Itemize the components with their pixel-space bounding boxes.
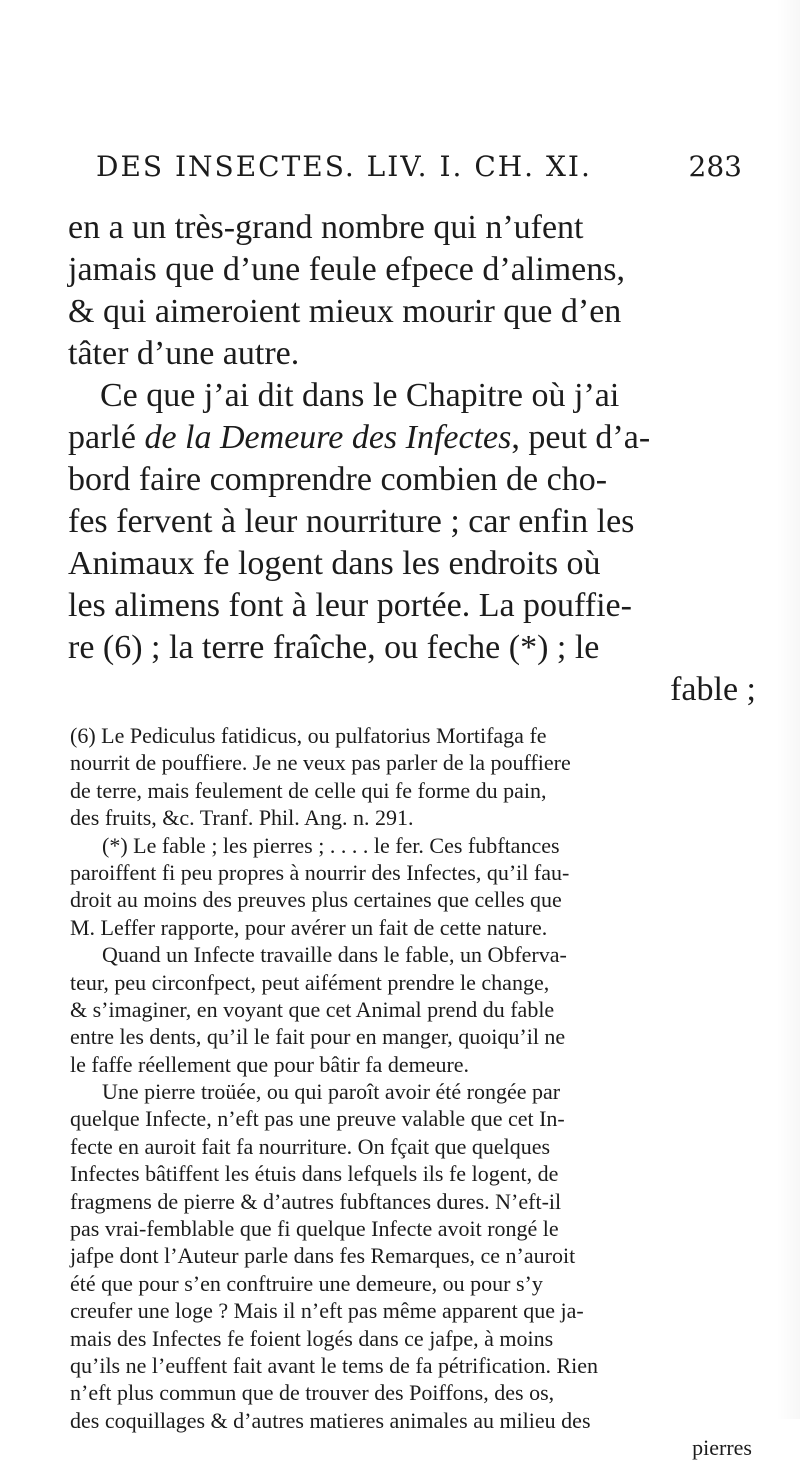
italic-title: de la Demeure des Infectes: [144, 419, 512, 456]
footnote-line: teur, peu circonfpect, peut aifément prendre le change,: [70, 969, 550, 995]
footnote-line: quelque Infecte, n’eft pas une preuve valable que cet In-: [70, 1106, 565, 1132]
body-line: re (6) ; la terre fraîche, ou feche (*) ; le: [68, 629, 600, 666]
page-number: 283: [688, 150, 742, 183]
footnote-line: entre les dents, qu’il le fait pour en manger, quoiqu’il ne: [70, 1024, 566, 1050]
footnote-line: mais des Infectes fe foient logés dans ce jafpe, à moins: [70, 1325, 554, 1351]
footnote-line: Quand un Infecte travaille dans le fable, un Obferva-: [102, 942, 567, 968]
footnote-line: Une pierre troüée, ou qui paroît avoir été rongée par: [102, 1079, 561, 1105]
footnote-line: paroiffent fi peu propres à nourrir des Infectes, qu’il fau-: [70, 859, 570, 885]
page-header: [96, 150, 742, 194]
footnote-line: M. Leffer rapporte, pour avérer un fait de cette nature.: [70, 914, 548, 940]
footnote-line: qu’ils ne l’euffent fait avant le tems de fa pétrification. Rien: [70, 1352, 599, 1378]
footnote-line: des coquillages & d’autres matieres animales au milieu des: [70, 1407, 591, 1433]
footnote-line: Infectes bâtiffent les étuis dans lefquels ils fe logent, de: [70, 1161, 559, 1187]
footnote-line: n’eft plus commun que de trouver des Poiffons, des os,: [70, 1380, 555, 1406]
footnote-line: (*) Le fable ; les pierres ; . . . . le fer. Ces fubftances: [102, 832, 560, 858]
footnote-line: pas vrai-femblable que fi quelque Infecte avoit rongé le: [70, 1216, 559, 1242]
footnotes: [70, 722, 766, 1462]
footnote-line: creufer une loge ? Mais il n’eft pas même apparent que ja-: [70, 1298, 584, 1324]
footnote-line: des fruits, &c. Tranf. Phil. Ang. n. 291.: [70, 805, 414, 831]
footnote-line: fragmens de pierre & d’autres fubftances dures. N’eft-il: [70, 1188, 562, 1214]
body-line: tâter d’une autre.: [68, 335, 300, 372]
body-line: bord faire comprendre combien de cho-: [68, 461, 608, 498]
footnote-line: droit au moins des preuves plus certaines que celles que: [70, 887, 562, 913]
footnote-line: jafpe dont l’Auteur parle dans fes Remarques, ce n’auroit: [70, 1243, 576, 1269]
footnote-line: (6) Le Pediculus fatidicus, ou pulfatorius Mortifaga fe: [70, 723, 547, 748]
body-line: Ce que j’ai dit dans le Chapitre où j’ai: [100, 377, 620, 414]
main-text: [68, 207, 766, 711]
running-title: DES INSECTES. LIV. I. CH. XI.: [96, 150, 592, 183]
body-line: & qui aimeroient mieux mourir que d’en: [68, 293, 622, 330]
page-edge-shade: [776, 0, 800, 1419]
body-line: fes fervent à leur nourriture ; car enfin les: [68, 503, 635, 540]
footnote-line: fecte en auroit fait fa nourriture. On fçait que quelques: [70, 1133, 551, 1159]
body-line: les alimens font à leur portée. La pouffie-: [68, 587, 632, 624]
footnote-line: été que pour s’en conftruire une demeure, ou pour s’y: [70, 1270, 543, 1296]
footnote-line: & s’imaginer, en voyant que cet Animal prend du fable: [70, 996, 555, 1022]
body-line-with-italic: parlé de la Demeure des Infectes, peut d’a-: [68, 419, 651, 456]
body-line: en a un très-grand nombre qui n’ufent: [68, 209, 584, 246]
catchword: pierres: [692, 1435, 752, 1461]
footnote-line: nourrit de pouffiere. Je ne veux pas parler de la pouffiere: [70, 750, 571, 776]
body-line: fable ;: [670, 671, 756, 708]
body-line: Animaux fe logent dans les endroits où: [68, 545, 601, 582]
footnote-line: le faffe réellement que pour bâtir fa demeure.: [70, 1051, 470, 1077]
body-line: jamais que d’une feule efpece d’alimens,: [68, 251, 625, 288]
footnote-line: de terre, mais feulement de celle qui fe forme du pain,: [70, 777, 547, 803]
